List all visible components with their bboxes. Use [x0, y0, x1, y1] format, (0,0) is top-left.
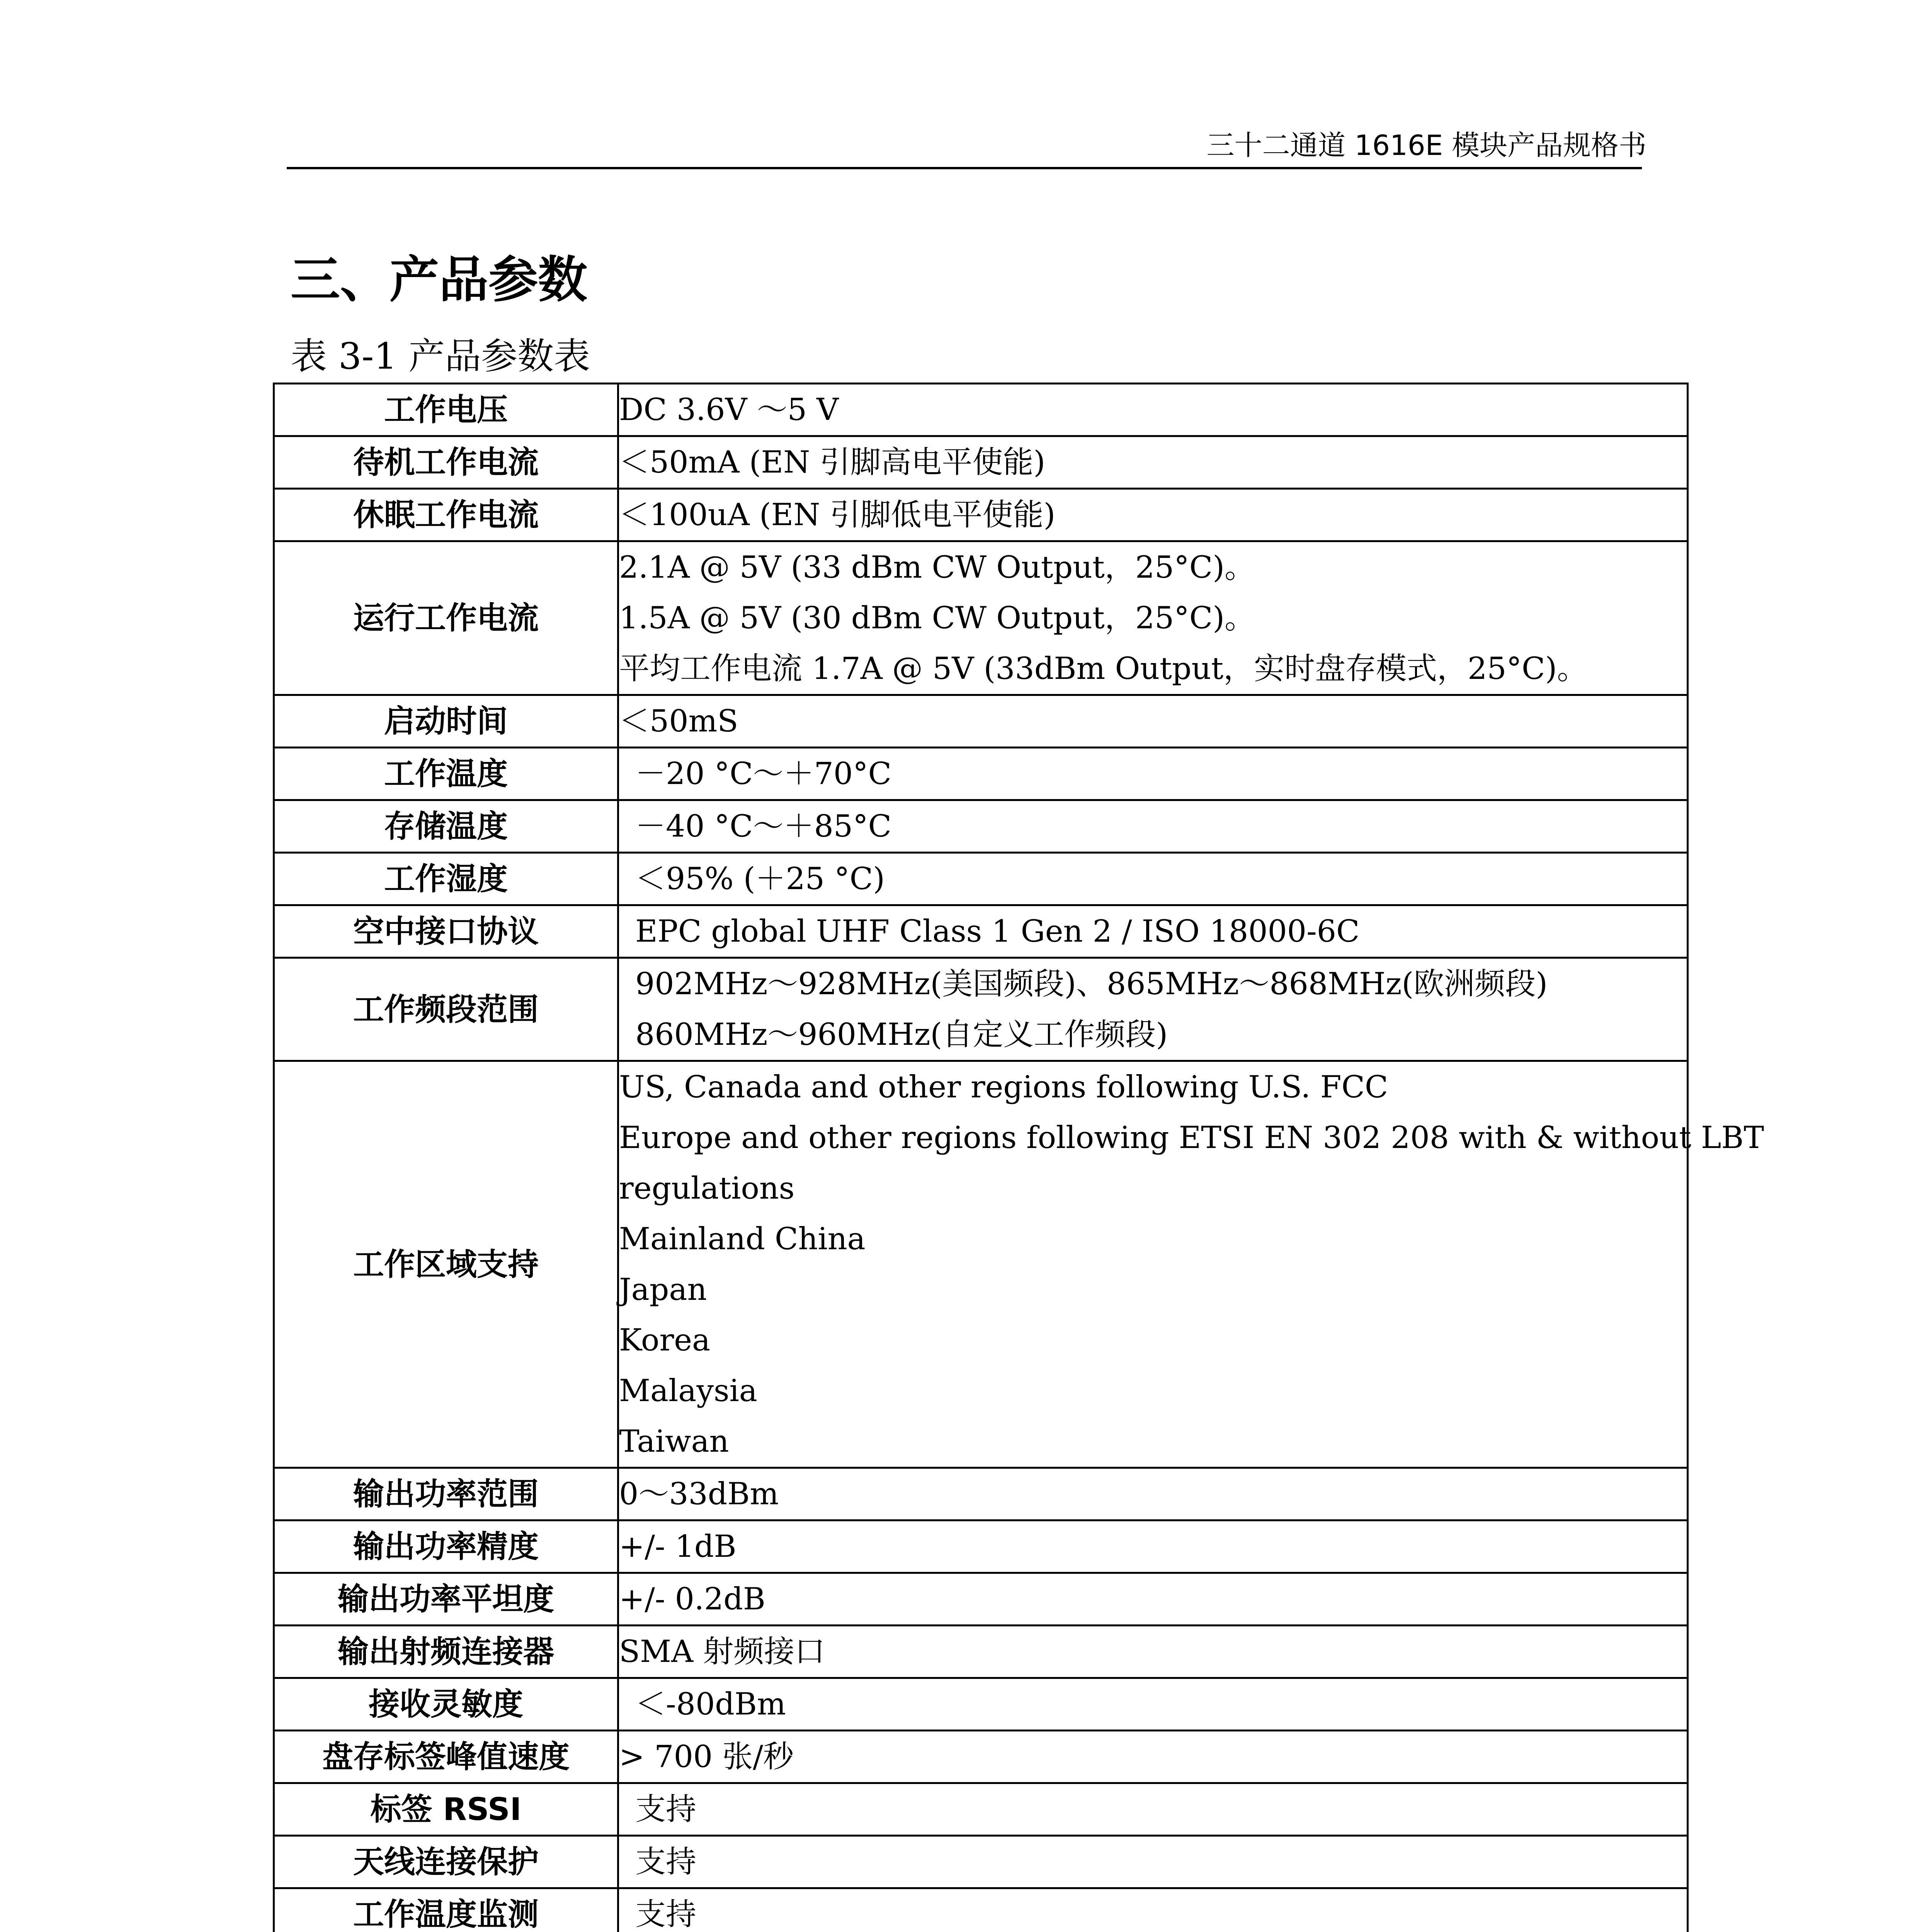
- parameter-value: [618, 748, 1688, 800]
- parameter-label: 输出功率精度: [274, 1520, 618, 1573]
- parameter-label: 标签 RSSI: [274, 1783, 618, 1836]
- table-row: [274, 748, 1688, 800]
- parameter-label: 工作频段范围: [274, 958, 618, 1061]
- parameter-value: [618, 695, 1688, 748]
- parameter-value: [618, 541, 1688, 695]
- parameter-value: [618, 1626, 1688, 1678]
- parameter-value-line: EPC global UHF Class 1 Gen 2 / ISO 18000-6C: [635, 913, 1360, 949]
- parameter-value: [618, 958, 1688, 1061]
- parameter-value-line: 860MHz～960MHz(自定义工作频段): [635, 1017, 1168, 1052]
- table-row: [274, 1468, 1688, 1520]
- parameter-value-line: 平均工作电流 1.7A @ 5V (33dBm Output，实时盘存模式，25°C)。: [619, 651, 1588, 686]
- parameter-label: 输出功率平坦度: [274, 1573, 618, 1626]
- parameter-value-line: Malaysia: [619, 1373, 757, 1408]
- parameter-label: 休眠工作电流: [274, 489, 618, 541]
- parameter-label: 空中接口协议: [274, 905, 618, 958]
- parameter-value-line: 支持: [635, 1844, 696, 1879]
- table-row: [274, 489, 1688, 541]
- table-row: [274, 1783, 1688, 1836]
- header-divider: [287, 167, 1642, 169]
- parameter-value: [618, 436, 1688, 489]
- parameter-label: 工作温度监测: [274, 1888, 618, 1932]
- parameter-value-line: ＜100uA (EN 引脚低电平使能): [619, 497, 1056, 532]
- parameter-value-line: －40 °C～＋85°C: [635, 808, 892, 844]
- parameter-value: [618, 1520, 1688, 1573]
- parameter-value: [618, 1783, 1688, 1836]
- parameter-value-line: DC 3.6V ～5 V: [619, 392, 839, 427]
- parameter-value: [618, 1468, 1688, 1520]
- parameter-label: 工作湿度: [274, 853, 618, 905]
- parameter-value: [618, 905, 1688, 958]
- table-row: [274, 905, 1688, 958]
- parameter-value: [618, 1836, 1688, 1888]
- parameter-value-line: regulations: [619, 1170, 795, 1206]
- parameter-label: 输出射频连接器: [274, 1626, 618, 1678]
- parameter-value-line: ＜50mA (EN 引脚高电平使能): [619, 444, 1046, 480]
- parameter-label: 输出功率范围: [274, 1468, 618, 1520]
- parameter-value-line: ＜95% (＋25 °C): [635, 861, 885, 896]
- table-row: [274, 1061, 1688, 1468]
- parameter-label: 待机工作电流: [274, 436, 618, 489]
- table-row: [274, 800, 1688, 853]
- parameter-label: 存储温度: [274, 800, 618, 853]
- table-row: [274, 958, 1688, 1061]
- parameter-value: [618, 1731, 1688, 1783]
- parameter-value-line: ＜50mS: [619, 703, 738, 739]
- table-row: [274, 1626, 1688, 1678]
- document-header-title: 三十二通道 1616E 模块产品规格书: [1206, 129, 1647, 162]
- parameter-value-line: 902MHz～928MHz(美国频段)、865MHz～868MHz(欧洲频段): [635, 966, 1548, 1002]
- table-row: [274, 695, 1688, 748]
- parameter-value-line: US, Canada and other regions following U.S. FCC: [619, 1069, 1388, 1105]
- parameter-label: 启动时间: [274, 695, 618, 748]
- table-row: [274, 1888, 1688, 1932]
- parameter-value-line: 1.5A @ 5V (30 dBm CW Output，25°C)。: [619, 600, 1255, 636]
- parameter-value-line: 0～33dBm: [619, 1476, 779, 1512]
- parameter-value-line: ＜-80dBm: [635, 1686, 786, 1722]
- parameter-value-line: Europe and other regions following ETSI EN 302 208 with & without LBT: [619, 1120, 1764, 1155]
- table-row: [274, 1573, 1688, 1626]
- parameter-label: 工作电压: [274, 384, 618, 436]
- table-row: [274, 853, 1688, 905]
- parameter-label: 接收灵敏度: [274, 1678, 618, 1731]
- table-row: [274, 384, 1688, 436]
- parameter-value: [618, 1678, 1688, 1731]
- parameter-value: [618, 1888, 1688, 1932]
- section-title: 三、产品参数: [291, 251, 588, 309]
- product-parameters-table: [273, 383, 1764, 1932]
- parameter-value: [618, 1573, 1688, 1626]
- parameter-value-line: Taiwan: [619, 1423, 729, 1459]
- parameter-label: 盘存标签峰值速度: [274, 1731, 618, 1783]
- table-row: [274, 1520, 1688, 1573]
- table-row: [274, 1731, 1688, 1783]
- parameter-label: 工作区域支持: [274, 1061, 618, 1468]
- table-row: [274, 541, 1688, 695]
- parameter-value: [618, 1061, 1764, 1468]
- parameter-value: [618, 800, 1688, 853]
- parameter-value-line: Korea: [619, 1322, 711, 1358]
- parameter-value-line: －20 °C～＋70°C: [635, 756, 892, 791]
- table-caption: 表 3-1 产品参数表: [291, 335, 590, 378]
- table-row: [274, 1836, 1688, 1888]
- parameter-value: [618, 489, 1688, 541]
- parameter-value-line: > 700 张/秒: [619, 1739, 794, 1774]
- parameter-value: [618, 853, 1688, 905]
- parameter-value-line: 2.1A @ 5V (33 dBm CW Output，25°C)。: [619, 549, 1255, 585]
- parameter-value-line: 支持: [635, 1791, 696, 1827]
- parameter-label: 天线连接保护: [274, 1836, 618, 1888]
- table-row: [274, 436, 1688, 489]
- table-row: [274, 1678, 1688, 1731]
- parameter-value-line: 支持: [635, 1896, 696, 1932]
- parameter-value-line: Japan: [619, 1272, 707, 1307]
- parameter-value-line: SMA 射频接口: [619, 1634, 825, 1669]
- parameter-value-line: Mainland China: [619, 1221, 866, 1257]
- parameter-value-line: +/- 1dB: [619, 1529, 737, 1564]
- parameter-label: 工作温度: [274, 748, 618, 800]
- parameter-label: 运行工作电流: [274, 541, 618, 695]
- parameter-value: [618, 384, 1688, 436]
- parameter-value-line: +/- 0.2dB: [619, 1581, 765, 1617]
